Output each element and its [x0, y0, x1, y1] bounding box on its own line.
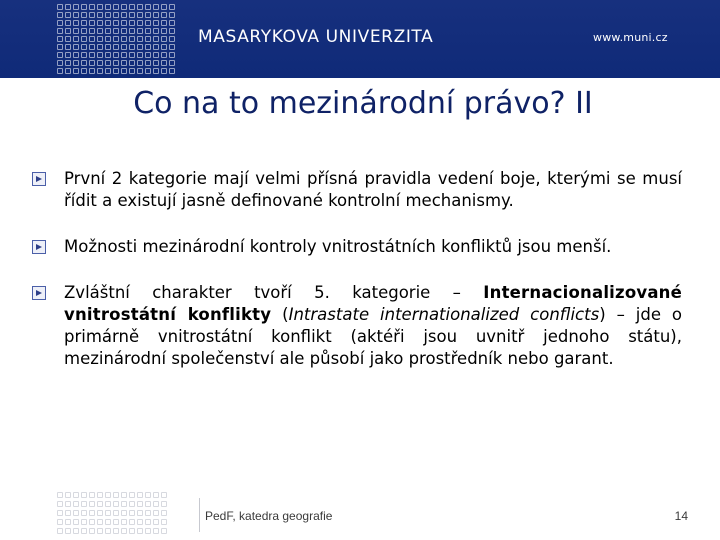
grid-dot — [97, 510, 103, 516]
grid-dot — [137, 60, 143, 66]
grid-dot — [161, 528, 167, 534]
grid-dot — [145, 528, 151, 534]
grid-dot — [89, 12, 95, 18]
grid-dot — [65, 20, 71, 26]
grid-dot — [73, 44, 79, 50]
grid-dot — [145, 510, 151, 516]
grid-dot — [97, 60, 103, 66]
grid-dot — [153, 68, 159, 74]
grid-dot — [65, 44, 71, 50]
grid-dot — [121, 28, 127, 34]
grid-dot — [137, 12, 143, 18]
grid-dot — [65, 28, 71, 34]
grid-dot — [137, 501, 143, 507]
grid-dot — [73, 492, 79, 498]
grid-dot — [121, 60, 127, 66]
grid-dot — [137, 4, 143, 10]
university-url: www.muni.cz — [593, 31, 668, 44]
grid-dot — [97, 28, 103, 34]
grid-dot — [65, 501, 71, 507]
grid-dot — [129, 28, 135, 34]
grid-dot — [169, 52, 175, 58]
grid-dot — [57, 68, 63, 74]
grid-dot — [105, 28, 111, 34]
grid-dot — [97, 20, 103, 26]
grid-dot — [81, 20, 87, 26]
grid-dot — [161, 20, 167, 26]
grid-dot — [145, 36, 151, 42]
grid-dot — [161, 52, 167, 58]
grid-dot — [81, 60, 87, 66]
grid-dot — [161, 4, 167, 10]
grid-dot — [73, 4, 79, 10]
grid-dot — [153, 4, 159, 10]
grid-dot — [65, 4, 71, 10]
header-bar — [0, 0, 720, 78]
grid-dot — [137, 492, 143, 498]
grid-dot — [145, 44, 151, 50]
grid-dot — [137, 44, 143, 50]
grid-dot — [129, 60, 135, 66]
bullet-text-part: ( — [271, 305, 289, 324]
grid-dot — [57, 519, 63, 525]
grid-dot — [97, 492, 103, 498]
bullet-arrow-icon — [32, 286, 46, 300]
grid-dot — [113, 20, 119, 26]
grid-dot — [73, 501, 79, 507]
grid-dot — [129, 4, 135, 10]
grid-dot — [65, 52, 71, 58]
grid-dot — [73, 12, 79, 18]
grid-dot — [113, 4, 119, 10]
grid-dot — [65, 519, 71, 525]
grid-dot — [105, 492, 111, 498]
university-name: MASARYKOVA UNIVERZITA — [198, 27, 434, 47]
grid-dot — [57, 52, 63, 58]
grid-dot — [105, 36, 111, 42]
grid-dot — [89, 501, 95, 507]
grid-dot — [73, 60, 79, 66]
grid-dot — [81, 519, 87, 525]
bullet-item — [32, 282, 682, 370]
grid-dot — [81, 68, 87, 74]
grid-dot — [97, 528, 103, 534]
grid-dot — [89, 519, 95, 525]
grid-dot — [81, 510, 87, 516]
grid-dot — [73, 528, 79, 534]
slide-title: Co na to mezinárodní právo? II — [133, 86, 593, 121]
grid-dot — [121, 68, 127, 74]
grid-dot — [65, 68, 71, 74]
grid-dot — [121, 519, 127, 525]
grid-dot — [89, 52, 95, 58]
grid-dot — [97, 68, 103, 74]
grid-dot — [105, 60, 111, 66]
grid-dot — [105, 528, 111, 534]
grid-dot — [145, 4, 151, 10]
grid-dot — [169, 4, 175, 10]
grid-dot — [89, 4, 95, 10]
grid-dot — [81, 52, 87, 58]
grid-dot — [65, 36, 71, 42]
grid-dot — [97, 44, 103, 50]
grid-dot — [105, 519, 111, 525]
grid-dot — [105, 44, 111, 50]
grid-dot — [161, 68, 167, 74]
grid-dot — [57, 528, 63, 534]
grid-dot — [57, 44, 63, 50]
grid-dot — [121, 4, 127, 10]
grid-dot — [57, 12, 63, 18]
grid-dot — [105, 68, 111, 74]
grid-dot — [105, 12, 111, 18]
grid-dot — [129, 44, 135, 50]
grid-dot — [97, 519, 103, 525]
grid-dot — [161, 510, 167, 516]
grid-dot — [97, 501, 103, 507]
grid-dot — [121, 501, 127, 507]
grid-dot — [121, 44, 127, 50]
bullet-arrow-icon — [32, 240, 46, 254]
page-number: 14 — [674, 509, 688, 523]
grid-dot — [113, 52, 119, 58]
bullet-text-part: Zvláštní charakter tvoří 5. kategorie – — [64, 283, 484, 302]
grid-dot — [145, 52, 151, 58]
logo-dot-grid-icon — [57, 4, 175, 74]
grid-dot — [137, 519, 143, 525]
grid-dot — [81, 492, 87, 498]
grid-dot — [169, 60, 175, 66]
grid-dot — [169, 68, 175, 74]
grid-dot — [137, 528, 143, 534]
grid-dot — [57, 20, 63, 26]
grid-dot — [153, 44, 159, 50]
grid-dot — [129, 519, 135, 525]
grid-dot — [145, 492, 151, 498]
grid-dot — [113, 492, 119, 498]
footer-department: PedF, katedra geografie — [205, 509, 333, 523]
grid-dot — [65, 510, 71, 516]
grid-dot — [129, 20, 135, 26]
grid-dot — [73, 52, 79, 58]
grid-dot — [129, 12, 135, 18]
grid-dot — [73, 36, 79, 42]
grid-dot — [129, 510, 135, 516]
grid-dot — [121, 12, 127, 18]
grid-dot — [65, 492, 71, 498]
grid-dot — [161, 12, 167, 18]
grid-dot — [113, 28, 119, 34]
grid-dot — [137, 36, 143, 42]
grid-dot — [65, 60, 71, 66]
grid-dot — [57, 4, 63, 10]
bullet-text: První 2 kategorie mají velmi přísná pravidla vedení boje, kterými se musí řídit a existují jasně definované kontrolní mechanismy. — [64, 169, 682, 210]
grid-dot — [145, 20, 151, 26]
grid-dot — [89, 68, 95, 74]
grid-dot — [161, 44, 167, 50]
grid-dot — [145, 28, 151, 34]
bullet-text: Možnosti mezinárodní kontroly vnitrostátních konfliktů jsou menší. — [64, 237, 612, 256]
grid-dot — [105, 501, 111, 507]
grid-dot — [137, 510, 143, 516]
grid-dot — [137, 20, 143, 26]
grid-dot — [153, 52, 159, 58]
grid-dot — [73, 519, 79, 525]
grid-dot — [57, 60, 63, 66]
grid-dot — [113, 36, 119, 42]
grid-dot — [81, 28, 87, 34]
grid-dot — [57, 492, 63, 498]
grid-dot — [145, 60, 151, 66]
grid-dot — [121, 36, 127, 42]
footer-dot-grid-icon — [57, 492, 167, 534]
grid-dot — [81, 528, 87, 534]
grid-dot — [105, 52, 111, 58]
bullet-bold-term: Internacionalizované vnitrostátní konflikty — [64, 283, 682, 324]
grid-dot — [121, 492, 127, 498]
grid-dot — [121, 510, 127, 516]
grid-dot — [113, 12, 119, 18]
grid-dot — [153, 519, 159, 525]
grid-dot — [81, 44, 87, 50]
grid-dot — [73, 68, 79, 74]
grid-dot — [113, 519, 119, 525]
grid-dot — [161, 501, 167, 507]
grid-dot — [145, 519, 151, 525]
grid-dot — [97, 4, 103, 10]
grid-dot — [121, 52, 127, 58]
grid-dot — [113, 60, 119, 66]
grid-dot — [73, 510, 79, 516]
grid-dot — [169, 28, 175, 34]
grid-dot — [161, 492, 167, 498]
grid-dot — [129, 68, 135, 74]
grid-dot — [89, 528, 95, 534]
grid-dot — [113, 528, 119, 534]
grid-dot — [161, 36, 167, 42]
grid-dot — [121, 20, 127, 26]
grid-dot — [129, 52, 135, 58]
grid-dot — [169, 20, 175, 26]
grid-dot — [145, 12, 151, 18]
grid-dot — [65, 528, 71, 534]
grid-dot — [97, 12, 103, 18]
grid-dot — [81, 12, 87, 18]
grid-dot — [113, 44, 119, 50]
grid-dot — [137, 68, 143, 74]
grid-dot — [153, 510, 159, 516]
grid-dot — [81, 501, 87, 507]
grid-dot — [153, 12, 159, 18]
grid-dot — [169, 44, 175, 50]
grid-dot — [121, 528, 127, 534]
grid-dot — [89, 36, 95, 42]
grid-dot — [89, 28, 95, 34]
grid-dot — [169, 36, 175, 42]
grid-dot — [169, 12, 175, 18]
bullet-item — [32, 236, 682, 258]
grid-dot — [145, 501, 151, 507]
grid-dot — [161, 519, 167, 525]
grid-dot — [89, 20, 95, 26]
grid-dot — [97, 36, 103, 42]
grid-dot — [57, 28, 63, 34]
bullet-item — [32, 168, 682, 212]
grid-dot — [129, 36, 135, 42]
bullet-text-part: ) – jde o primárně vnitrostátní konflikt (aktéři jsou uvnitř jednoho státu), mezinárodní společenství ale působí jako prostředník nebo garant. — [64, 305, 683, 368]
grid-dot — [81, 36, 87, 42]
footer-divider — [199, 498, 200, 532]
grid-dot — [89, 44, 95, 50]
grid-dot — [137, 52, 143, 58]
bullet-italic-term: Intrastate internationalized conflicts — [288, 305, 600, 324]
grid-dot — [129, 528, 135, 534]
bullet-list — [32, 168, 682, 370]
grid-dot — [73, 28, 79, 34]
grid-dot — [113, 510, 119, 516]
grid-dot — [153, 20, 159, 26]
grid-dot — [89, 492, 95, 498]
grid-dot — [161, 60, 167, 66]
bullet-arrow-icon — [32, 172, 46, 186]
grid-dot — [97, 52, 103, 58]
grid-dot — [153, 528, 159, 534]
grid-dot — [113, 501, 119, 507]
grid-dot — [105, 20, 111, 26]
grid-dot — [153, 60, 159, 66]
grid-dot — [113, 68, 119, 74]
grid-dot — [145, 68, 151, 74]
grid-dot — [153, 36, 159, 42]
grid-dot — [89, 510, 95, 516]
grid-dot — [81, 4, 87, 10]
grid-dot — [129, 501, 135, 507]
grid-dot — [105, 510, 111, 516]
grid-dot — [73, 20, 79, 26]
grid-dot — [89, 60, 95, 66]
grid-dot — [161, 28, 167, 34]
grid-dot — [105, 4, 111, 10]
grid-dot — [129, 492, 135, 498]
grid-dot — [137, 28, 143, 34]
grid-dot — [153, 501, 159, 507]
grid-dot — [57, 510, 63, 516]
grid-dot — [57, 501, 63, 507]
grid-dot — [153, 492, 159, 498]
grid-dot — [65, 12, 71, 18]
grid-dot — [57, 36, 63, 42]
grid-dot — [153, 28, 159, 34]
